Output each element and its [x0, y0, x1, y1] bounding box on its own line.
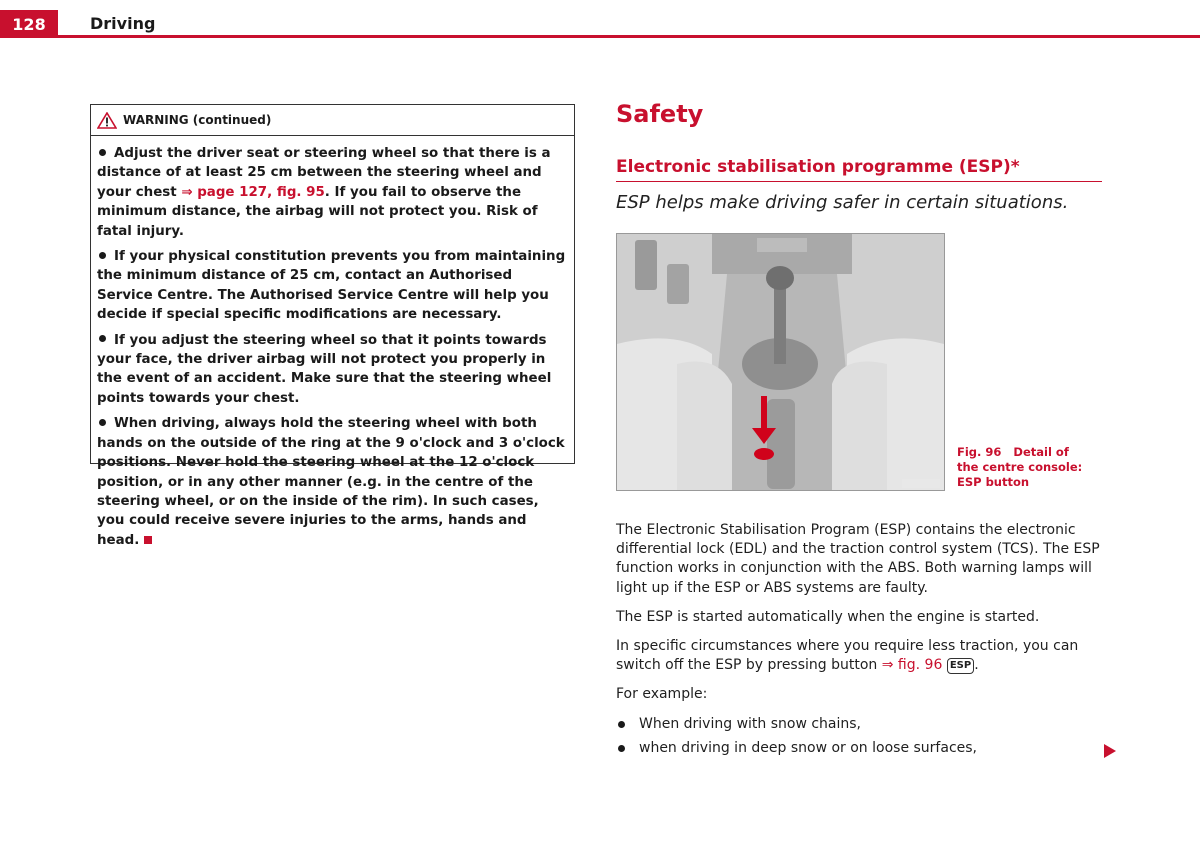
- chapter-title: Driving: [90, 14, 156, 33]
- header-rule: [58, 35, 1200, 38]
- page-ref-link[interactable]: ⇒ page 127,: [181, 184, 273, 200]
- warning-body: [91, 136, 574, 550]
- warning-item: If you adjust the steering wheel so that it points towards your face, the driver airbag will not protect you properly in the event of an accident. Make sure that the steering wheel points towards your chest.: [97, 332, 552, 406]
- right-column: [616, 98, 1102, 763]
- fig-ref-link[interactable]: ⇒ fig. 96: [881, 657, 943, 674]
- centre-console-figure: [616, 233, 945, 491]
- warning-item: Adjust the driver seat or steering wheel so that there is a distance of at least 25 cm between the steering wheel and your chest ⇒ page 127, fig. 95. If you fail to observe the minimum distance, the airbag will not protect you. Risk of fatal injury.: [97, 146, 551, 239]
- paragraph: The ESP is started automatically when the engine is started.: [616, 608, 1040, 625]
- list-item: when driving in deep snow or on loose surfaces,: [616, 739, 1102, 758]
- page-header: [0, 0, 1200, 38]
- warning-item: If your physical constitution prevents you from maintaining the minimum distance of 25 cm, contact an Authorised Service Centre. The Authorised Service Centre will help you decide if special specific modifications are necessary.: [97, 249, 566, 323]
- bullet-icon: [99, 252, 106, 259]
- warning-triangle-icon: [97, 112, 117, 129]
- esp-button-icon: ESP: [947, 658, 974, 674]
- paragraph: For example:: [616, 686, 708, 703]
- bullet-icon: [618, 745, 625, 752]
- body-text: [616, 521, 1102, 758]
- bullet-icon: [99, 149, 106, 156]
- figure-row: [616, 233, 1102, 491]
- warning-title: WARNING (continued): [123, 113, 272, 127]
- list-item: When driving with snow chains,: [616, 715, 1102, 734]
- bullet-icon: [618, 721, 625, 728]
- warning-header: [91, 105, 574, 136]
- bullet-icon: [99, 335, 106, 342]
- section-title: Safety: [616, 100, 704, 128]
- continue-arrow-icon[interactable]: [1104, 744, 1116, 758]
- fig-ref-link[interactable]: fig. 95: [276, 184, 325, 200]
- lead-text: ESP helps make driving safer in certain situations.: [616, 192, 1069, 213]
- warning-box: [90, 104, 575, 548]
- paragraph: The Electronic Stabilisation Program (ESP) contains the electronic differential lock (EDL) and the traction control system (TCS). The ESP function works in conjunction with the ABS. Both warning lamps will light up if the ESP or ABS systems are faulty.: [616, 522, 1100, 596]
- warning-item: When driving, always hold the steering wheel with both hands on the outside of the ring at the 9 o'clock and 3 o'clock positions. Never hold the steering wheel at the 12 o'clock position, or in any other manner (e.g. in the centre of the steering wheel, or on the inside of the rim). In such cases, you could receive severe injuries to the arms, hands and head.: [97, 416, 565, 548]
- subsection-title: Electronic stabilisation programme (ESP)*: [616, 157, 1102, 182]
- page-number: 128: [0, 10, 58, 38]
- centre-console-illustration: [617, 234, 944, 490]
- figure-caption: Fig. 96 Detail of the centre console: ESP button: [957, 445, 1083, 489]
- end-of-section-icon: [144, 536, 152, 544]
- paragraph: In specific circumstances where you require less traction, you can switch off the ESP by pressing button ⇒ fig. 96 ESP .: [616, 638, 1079, 674]
- bullet-icon: [99, 419, 106, 426]
